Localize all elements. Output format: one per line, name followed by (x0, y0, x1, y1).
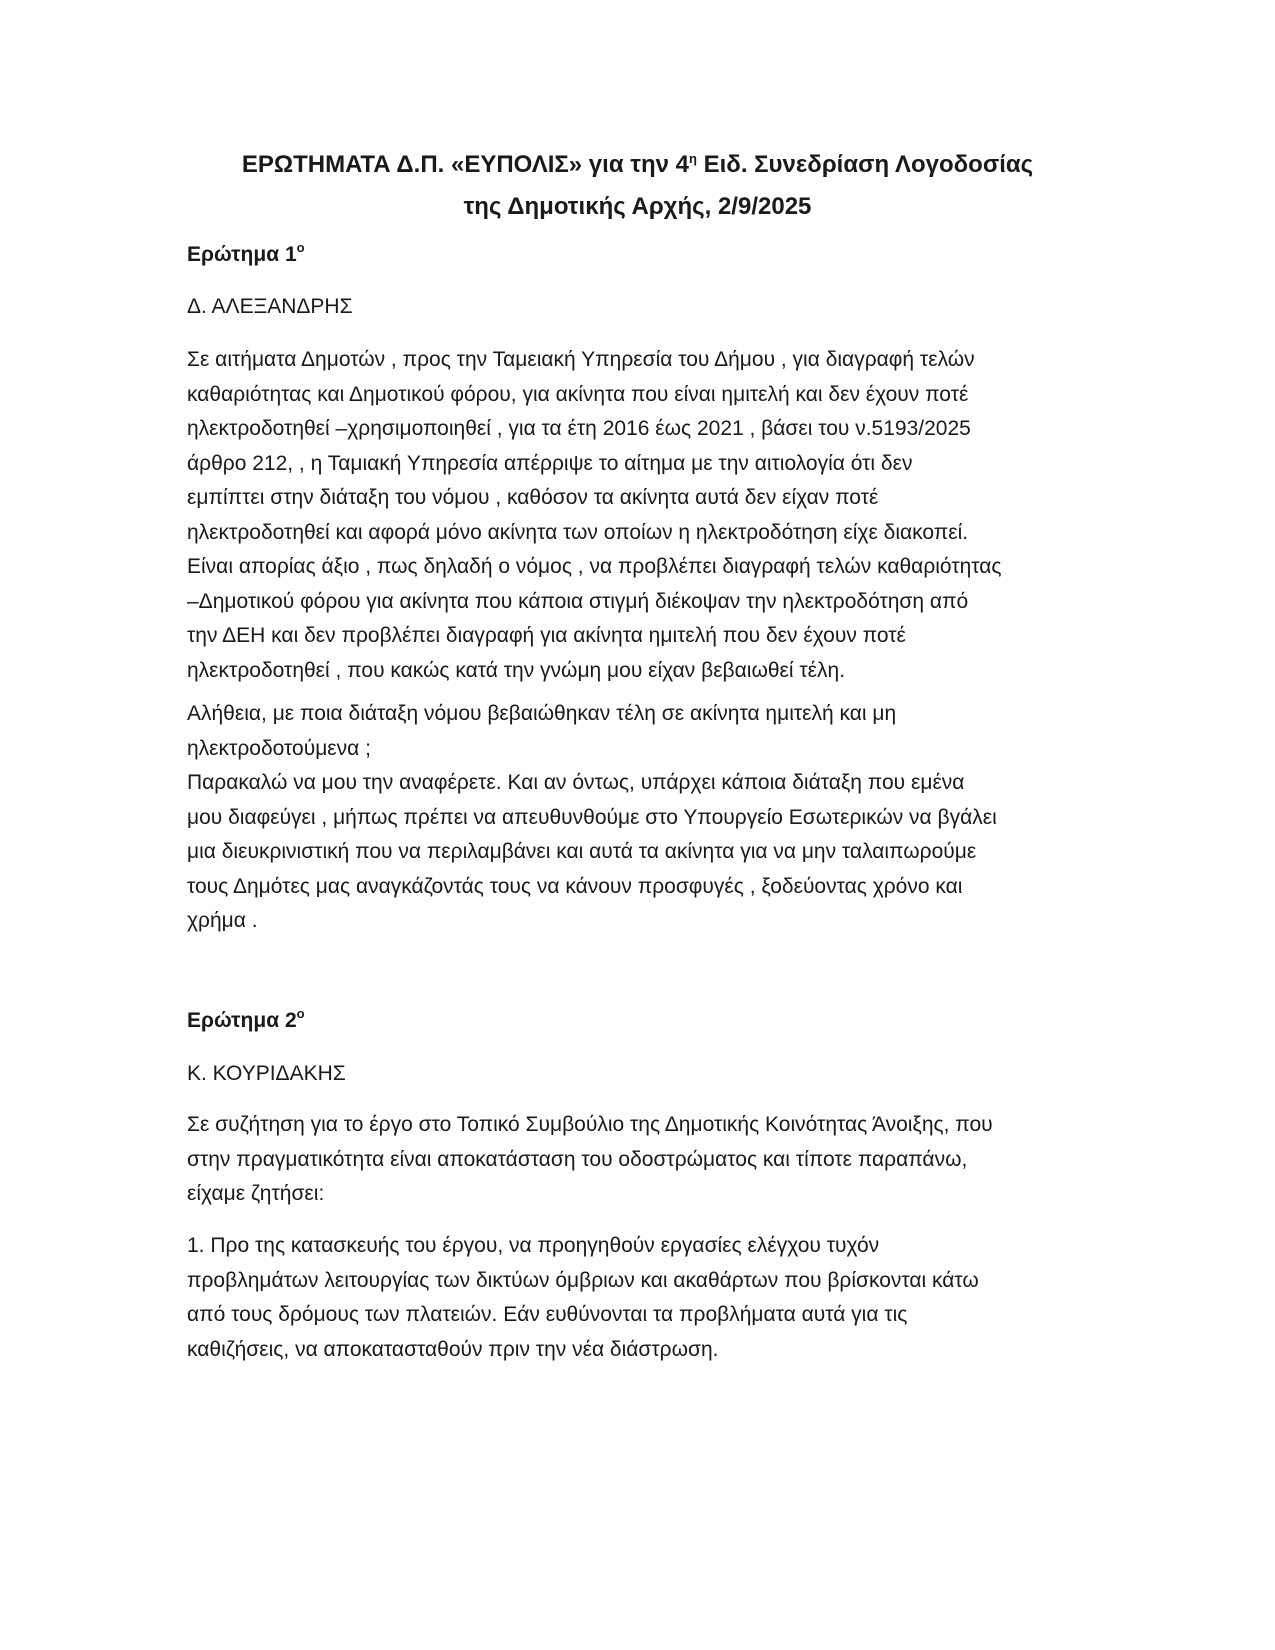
text-line: ηλεκτροδοτούμενα ; (187, 736, 371, 760)
text-line: καθαριότητας και Δημοτικού φόρου, για ακίνητα που είναι ημιτελή και δεν έχουν ποτέ (187, 382, 969, 406)
text-line: καθιζήσεις, να αποκατασταθούν πριν την νέα διάστρωση. (187, 1337, 719, 1361)
text-line: ηλεκτροδοτηθεί και αφορά μόνο ακίνητα των οποίων η ηλεκτροδότηση είχε διακοπεί. (187, 520, 969, 544)
title-line-1: ΕΡΩΤΗΜΑΤΑ Δ.Π. «ΕΥΠΟΛΙΣ» για την $4^\eta$ Ειδ. Συνεδρίαση Λογοδοσίας (241, 151, 1034, 178)
text-line: –Δημοτικού φόρου για ακίνητα που κάποια στιγμή διέκοψαν την ηλεκτροδότηση από (187, 589, 969, 613)
text-line: εμπίπτει στην διάταξη του νόμου , καθόσον τα ακίνητα αυτά δεν είχαν ποτέ (187, 486, 879, 509)
text-line: στην πραγματικότητα είναι αποκατάσταση του οδοστρώματος και τίποτε παραπάνω, (187, 1147, 968, 1171)
text-line: την ΔΕΗ και δεν προβλέπει διαγραφή για ακίνητα ημιτελή που δεν έχουν ποτέ (187, 624, 906, 647)
text-line: ηλεκτροδοτηθεί –χρησιμοποιηθεί , για τα έτη 2016 έως 2021 , βάσει του ν.5193/2025 (187, 417, 971, 440)
text-line: Είναι απορίας άξιο , πως δηλαδή ο νόμος , να προβλέπει διαγραφή τελών καθαριότητας (187, 555, 1002, 578)
question-2-heading: Ερώτημα $2^o$ (187, 1006, 305, 1032)
text-line: μια διευκρινιστική που να περιλαμβάνει και αυτά τα ακίνητα για να μην ταλαιπωρούμε (187, 840, 977, 863)
text-line: χρήμα . (187, 909, 258, 932)
question-2-paragraph-1 (187, 1108, 1087, 1212)
text-line: Αλήθεια, με ποια διάταξη νόμου βεβαιώθηκαν τέλη σε ακίνητα ημιτελή και μη (187, 702, 897, 725)
question-1-heading-sup: ο (296, 240, 305, 255)
text-line: Παρακαλώ να μου την αναφέρετε. Και αν όντως, υπάρχει κάποια διάταξη που εμένα (187, 771, 965, 794)
text-line: είχαμε ζητήσει: (187, 1182, 325, 1205)
text-line: από τους δρόμους των πλατειών. Εάν ευθύνονται τα προβλήματα αυτά για τις (187, 1303, 908, 1326)
question-2-author: Κ. ΚΟΥΡΙΔΑΚΗΣ (187, 1062, 346, 1085)
text-line: τους Δημότες μας αναγκάζοντάς τους να κάνουν προσφυγές , ξοδεύοντας χρόνο και (187, 874, 963, 898)
text-line: Σε συζήτηση για το έργο στο Τοπικό Συμβούλιο της Δημοτικής Κοινότητας Άνοιξης, που (187, 1113, 993, 1136)
text-line: άρθρο 212, , η Ταμιακή Υπηρεσία απέρριψε το αίτημα με την αιτιολογία ότι δεν (187, 451, 913, 475)
text-line: ηλεκτροδοτηθεί , που κακώς κατά την γνώμη μου είχαν βεβαιωθεί τέλη. (187, 658, 846, 682)
title-line-2: της Δημοτικής Αρχής, 2/9/2025 (463, 193, 812, 220)
document-title (150, 144, 1125, 228)
text-line: μου διαφεύγει , μήπως πρέπει να απευθυνθούμε στο Υπουργείο Εσωτερικών να βγάλει (187, 805, 997, 829)
question-2-paragraph-2 (187, 1229, 1087, 1367)
question-1-heading: Ερώτημα $1^o$ (187, 240, 305, 266)
text-line: Σε αιτήματα Δημοτών , προς την Ταμειακή Υπηρεσία του Δήμου , για διαγραφή τελών (187, 348, 975, 371)
question-1-paragraph-2 (187, 697, 1087, 939)
question-2-heading-sup: ο (296, 1006, 305, 1021)
question-1-author: Δ. ΑΛΕΞΑΝΔΡΗΣ (187, 295, 353, 318)
text-line: προβλημάτων λειτουργίας των δικτύων όμβριων και ακαθάρτων που βρίσκονται κάτω (187, 1268, 979, 1292)
question-1-paragraph-1 (187, 343, 1087, 688)
text-line: 1. Προ της κατασκευής του έργου, να προηγηθούν εργασίες ελέγχου τυχόν (187, 1234, 880, 1257)
title-superscript: η (688, 151, 697, 166)
